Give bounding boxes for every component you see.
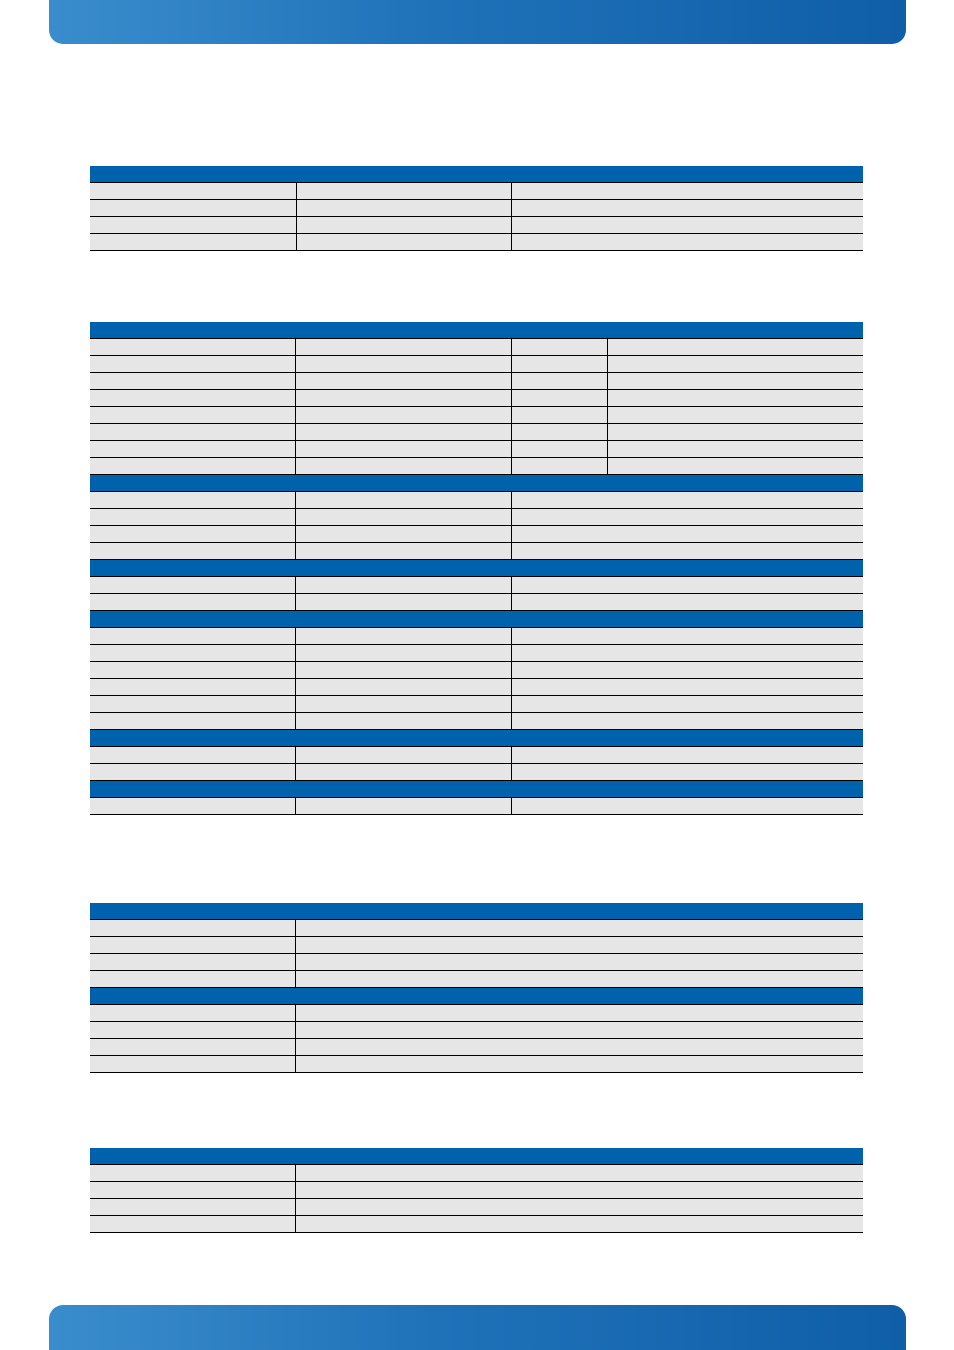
table-cell xyxy=(295,339,511,356)
header-cell xyxy=(511,611,863,628)
header-cell xyxy=(296,166,511,183)
table-cell xyxy=(607,356,863,373)
header-cell xyxy=(90,781,295,798)
table-row xyxy=(90,954,863,971)
table-cell xyxy=(90,509,295,526)
table-4 xyxy=(90,1148,863,1233)
table-cell xyxy=(90,679,295,696)
table-row xyxy=(90,509,863,526)
table-1 xyxy=(90,166,863,251)
table-cell xyxy=(295,971,863,988)
table-cell xyxy=(295,645,511,662)
table-cell xyxy=(90,200,296,217)
table-row xyxy=(90,200,863,217)
table-cell xyxy=(90,971,295,988)
table-cell xyxy=(90,696,295,713)
table-row xyxy=(90,798,863,815)
table-cell xyxy=(511,234,863,251)
table-cell xyxy=(295,1005,863,1022)
table-row xyxy=(90,1056,863,1073)
table-cell xyxy=(90,764,295,781)
table-row xyxy=(90,1182,863,1199)
header-cell xyxy=(607,322,863,339)
table-cell xyxy=(295,764,511,781)
table-cell xyxy=(90,424,295,441)
table-row xyxy=(90,594,863,611)
table-header-row xyxy=(90,903,863,920)
table-cell xyxy=(295,1039,863,1056)
table-cell xyxy=(511,696,863,713)
header-banner xyxy=(49,0,906,44)
table-cell xyxy=(90,1005,295,1022)
table-cell xyxy=(295,679,511,696)
table-cell xyxy=(295,509,511,526)
table-cell xyxy=(295,696,511,713)
table-row xyxy=(90,764,863,781)
table-header-row xyxy=(90,781,863,798)
table-cell xyxy=(295,937,863,954)
table-row xyxy=(90,234,863,251)
table-cell xyxy=(511,747,863,764)
table-cell xyxy=(295,373,511,390)
header-cell xyxy=(295,1148,863,1165)
table-cell xyxy=(607,441,863,458)
table-cell xyxy=(90,662,295,679)
table-cell xyxy=(90,1022,295,1039)
table-cell xyxy=(511,441,607,458)
footer-banner xyxy=(49,1305,906,1350)
header-cell xyxy=(90,988,295,1005)
table-cell xyxy=(511,662,863,679)
table-row xyxy=(90,339,863,356)
table-3 xyxy=(90,903,863,1073)
table-cell xyxy=(511,679,863,696)
table-row xyxy=(90,526,863,543)
table-cell xyxy=(511,373,607,390)
table-cell xyxy=(607,339,863,356)
table-cell xyxy=(607,458,863,475)
table-cell xyxy=(511,200,863,217)
table-row xyxy=(90,1165,863,1182)
table-cell xyxy=(90,373,295,390)
table-cell xyxy=(607,390,863,407)
table-2 xyxy=(90,322,863,815)
table-header-row xyxy=(90,475,863,492)
header-cell xyxy=(90,560,295,577)
table-cell xyxy=(295,356,511,373)
header-cell xyxy=(90,166,296,183)
table-cell xyxy=(295,747,511,764)
table-cell xyxy=(295,424,511,441)
table-cell xyxy=(511,492,863,509)
table-row xyxy=(90,662,863,679)
table-row xyxy=(90,628,863,645)
table-cell xyxy=(295,458,511,475)
table-cell xyxy=(90,577,295,594)
table-cell xyxy=(296,200,511,217)
table-cell xyxy=(90,628,295,645)
table-row xyxy=(90,937,863,954)
table-cell xyxy=(90,458,295,475)
table-cell xyxy=(295,713,511,730)
table-cell xyxy=(511,509,863,526)
table-cell xyxy=(511,458,607,475)
table-cell xyxy=(90,1182,295,1199)
table-row xyxy=(90,920,863,937)
table-cell xyxy=(511,526,863,543)
table-cell xyxy=(511,628,863,645)
table-row xyxy=(90,645,863,662)
table-row xyxy=(90,577,863,594)
table-row xyxy=(90,1005,863,1022)
table-cell xyxy=(90,594,295,611)
table-row xyxy=(90,1022,863,1039)
table-row xyxy=(90,424,863,441)
table-cell xyxy=(511,764,863,781)
table-row xyxy=(90,217,863,234)
table-cell xyxy=(90,543,295,560)
table-cell xyxy=(90,954,295,971)
table-row xyxy=(90,407,863,424)
table-cell xyxy=(90,526,295,543)
table-cell xyxy=(295,577,511,594)
table-row xyxy=(90,1216,863,1233)
header-cell xyxy=(511,730,863,747)
table-cell xyxy=(90,798,295,815)
table-header-row xyxy=(90,560,863,577)
table-cell xyxy=(511,339,607,356)
header-cell xyxy=(295,903,863,920)
table-cell xyxy=(511,594,863,611)
table-header-row xyxy=(90,1148,863,1165)
table-cell xyxy=(295,662,511,679)
table-cell xyxy=(90,441,295,458)
header-cell xyxy=(295,988,863,1005)
table-row xyxy=(90,373,863,390)
table-row xyxy=(90,747,863,764)
table-row xyxy=(90,696,863,713)
table-row xyxy=(90,1039,863,1056)
table-cell xyxy=(90,1216,295,1233)
table-row xyxy=(90,441,863,458)
table-cell xyxy=(90,217,296,234)
table-cell xyxy=(295,1199,863,1216)
header-cell xyxy=(511,560,863,577)
table-cell xyxy=(511,217,863,234)
table-cell xyxy=(90,920,295,937)
header-cell xyxy=(90,1148,295,1165)
table-cell xyxy=(511,356,607,373)
table-cell xyxy=(295,628,511,645)
table-cell xyxy=(90,713,295,730)
table-header-row xyxy=(90,730,863,747)
table-cell xyxy=(295,1022,863,1039)
table-cell xyxy=(90,492,295,509)
table-cell xyxy=(295,407,511,424)
table-cell xyxy=(90,234,296,251)
table-row xyxy=(90,971,863,988)
table-cell xyxy=(90,1039,295,1056)
table-row xyxy=(90,1199,863,1216)
table-cell xyxy=(90,356,295,373)
header-cell xyxy=(295,730,511,747)
header-cell xyxy=(511,166,863,183)
table-cell xyxy=(511,390,607,407)
table-cell xyxy=(296,217,511,234)
table-cell xyxy=(511,407,607,424)
header-cell xyxy=(90,475,295,492)
table-row xyxy=(90,390,863,407)
table-cell xyxy=(295,390,511,407)
table-cell xyxy=(295,441,511,458)
table-cell xyxy=(90,1165,295,1182)
header-cell xyxy=(90,730,295,747)
table-row xyxy=(90,458,863,475)
header-cell xyxy=(511,322,607,339)
table-header-row xyxy=(90,611,863,628)
table-cell xyxy=(511,543,863,560)
table-cell xyxy=(511,577,863,594)
table-cell xyxy=(295,526,511,543)
table-cell xyxy=(607,407,863,424)
table-cell xyxy=(511,798,863,815)
table-cell xyxy=(511,183,863,200)
table-cell xyxy=(295,543,511,560)
table-cell xyxy=(511,713,863,730)
table-cell xyxy=(296,183,511,200)
header-cell xyxy=(511,475,863,492)
table-cell xyxy=(295,492,511,509)
table-cell xyxy=(295,1216,863,1233)
table-cell xyxy=(607,373,863,390)
table-cell xyxy=(295,920,863,937)
table-row xyxy=(90,679,863,696)
table-row xyxy=(90,713,863,730)
header-cell xyxy=(295,560,511,577)
table-row xyxy=(90,356,863,373)
table-row xyxy=(90,543,863,560)
table-cell xyxy=(90,183,296,200)
table-cell xyxy=(90,390,295,407)
table-cell xyxy=(295,798,511,815)
table-cell xyxy=(90,1199,295,1216)
table-cell xyxy=(90,937,295,954)
header-cell xyxy=(90,903,295,920)
table-row xyxy=(90,183,863,200)
table-cell xyxy=(296,234,511,251)
table-cell xyxy=(295,594,511,611)
table-cell xyxy=(90,339,295,356)
table-cell xyxy=(295,1056,863,1073)
table-cell xyxy=(295,1182,863,1199)
table-cell xyxy=(295,1165,863,1182)
header-cell xyxy=(295,475,511,492)
table-cell xyxy=(511,424,607,441)
table-cell xyxy=(90,407,295,424)
table-header-row xyxy=(90,166,863,183)
table-row xyxy=(90,492,863,509)
table-header-row xyxy=(90,322,863,339)
header-cell xyxy=(295,781,863,798)
table-cell xyxy=(607,424,863,441)
header-cell xyxy=(295,611,511,628)
table-cell xyxy=(90,645,295,662)
header-cell xyxy=(295,322,511,339)
header-cell xyxy=(90,322,295,339)
table-cell xyxy=(511,645,863,662)
table-cell xyxy=(295,954,863,971)
header-cell xyxy=(90,611,295,628)
table-cell xyxy=(90,747,295,764)
table-cell xyxy=(90,1056,295,1073)
table-header-row xyxy=(90,988,863,1005)
